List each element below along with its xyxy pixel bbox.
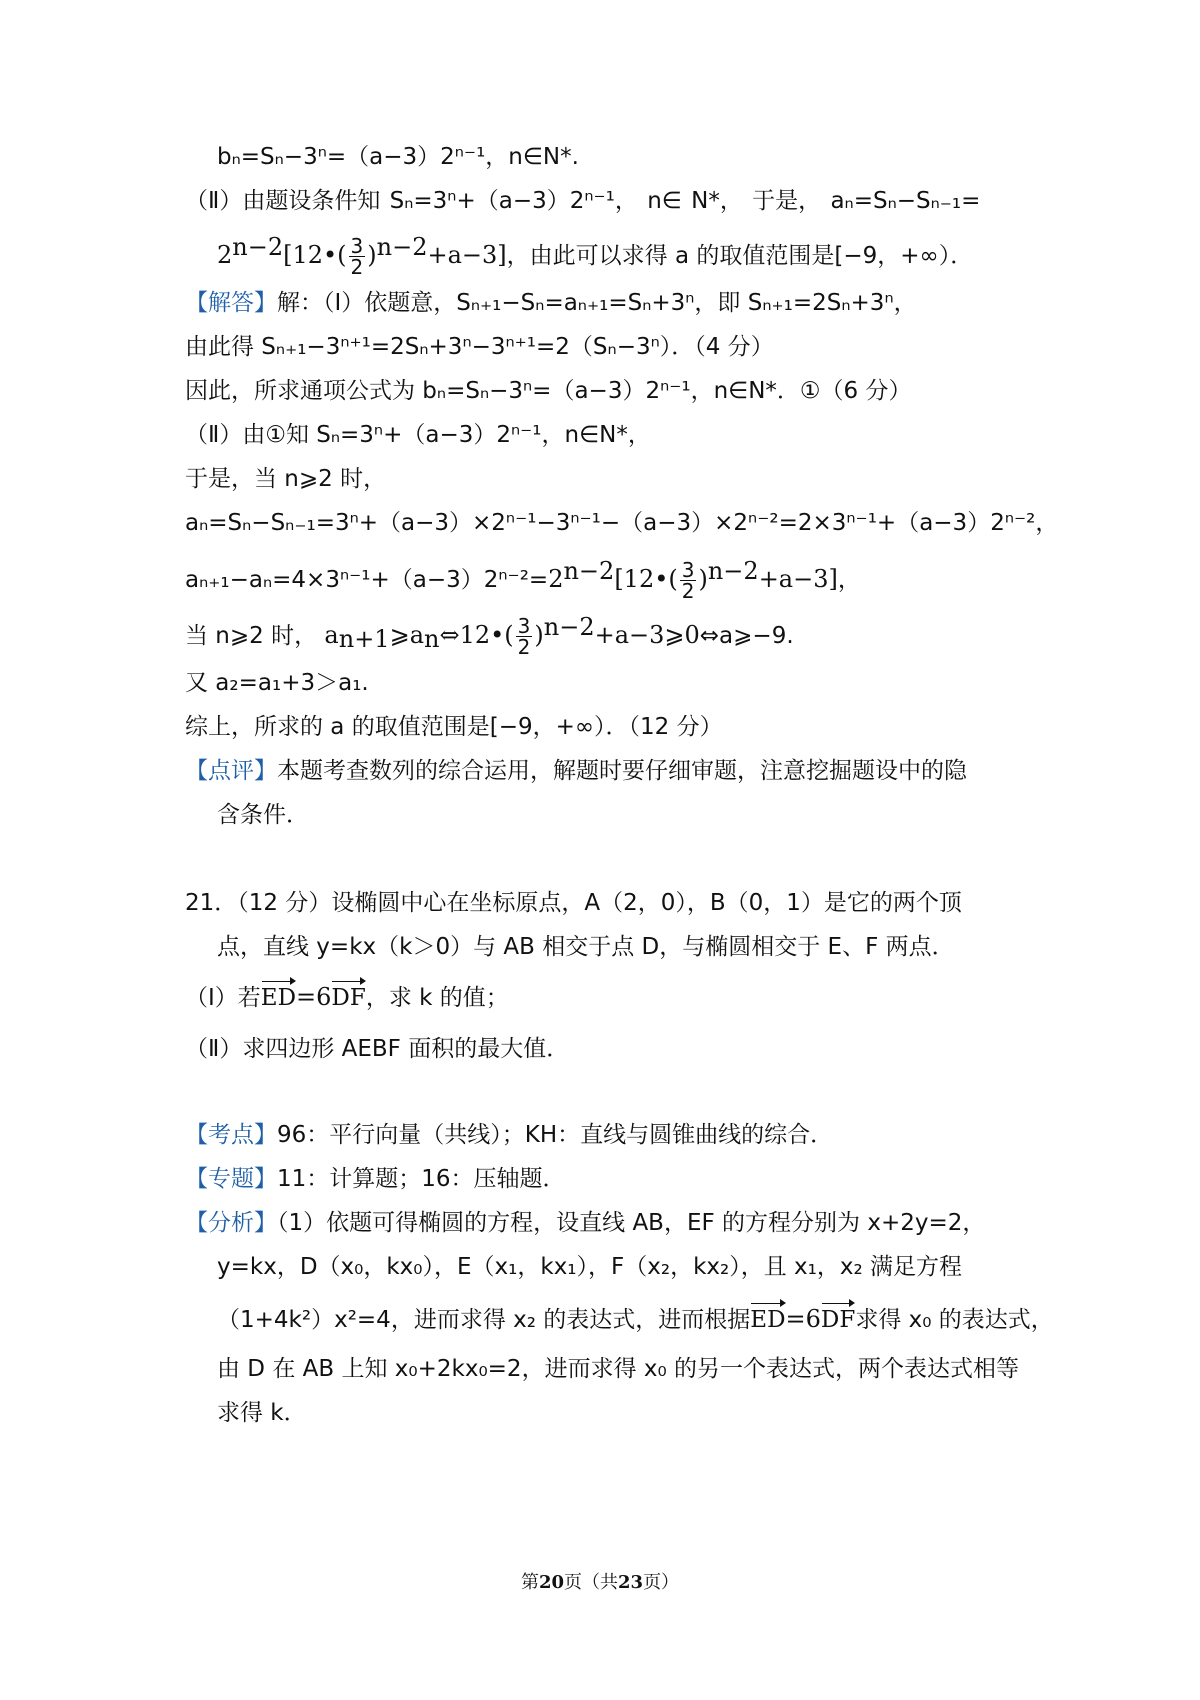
formula-exponent: n−2 [707, 557, 759, 585]
formula-operator: =6 [785, 1305, 821, 1333]
text-line: 又 a₂=a₁+3＞a₁. [185, 670, 369, 696]
text-line: 由 D 在 AB 上知 x₀+2kx₀=2，进而求得 x₀ 的另一个表达式，两个表达式相等 [217, 1356, 1020, 1382]
vector-df: DF [331, 985, 366, 1011]
question-line: 点，直线 y=kx（k＞0）与 AB 相交于点 D，与椭圆相交于 E、F 两点． [217, 934, 955, 960]
formula-bracket: [12•( [614, 565, 678, 593]
fraction [349, 236, 366, 277]
formula-exponent: n−2 [376, 233, 428, 261]
formula-base: 2 [548, 565, 564, 593]
text-line [185, 1208, 985, 1238]
text-span: ，由此可以求得 a 的取值范围是[−9，+∞）． [506, 243, 974, 269]
subject-tag: 【专题】 [185, 1166, 277, 1192]
formula-line: $a_{n+1}-a_n=4\times 3^{n-1}+(a-3)2^{n-2}=2^{n-2}[12•$( $\frac{3}{2}$ )$^{n-2}$+a−3]， [185, 557, 861, 603]
text-line: 综上，所求的 a 的取值范围是[−9，+∞）．（12 分） [185, 714, 723, 740]
answer-tag: 【解答】 [185, 290, 277, 316]
text-line [185, 756, 967, 786]
text-span: 当 n⩾2 时， [185, 623, 318, 649]
text-line: 由此得 Sₙ₊₁−3ⁿ⁺¹=2Sₙ+3ⁿ−3ⁿ⁺¹=2（Sₙ−3ⁿ）．（4 分） [185, 334, 774, 360]
text-line: 求得 k． [217, 1400, 307, 1426]
text-line [217, 1304, 1054, 1335]
formula-bracket: [12•( [283, 241, 347, 269]
text-line: 含条件． [217, 802, 309, 828]
text-span: （Ⅰ）若 [185, 985, 261, 1011]
formula-exponent: n−2 [543, 613, 595, 641]
formula-bracket: +a−3] [758, 565, 838, 593]
fraction [680, 560, 697, 601]
formula-line: 当 n⩾2 时， $a_{n+1}⩾a_n\Leftrightarrow 12•$( $\frac{3}{2}$ )$^{n-2}$+a−3⩾0⇔a⩾−9. [185, 613, 794, 659]
fraction-denominator: 2 [681, 579, 695, 603]
text-line: bₙ=Sₙ−3ⁿ=（a−3）2ⁿ⁻¹，n∈N*. [217, 144, 579, 170]
text-line: （Ⅱ）由①知 Sₙ=3ⁿ+（a−3）2ⁿ⁻¹，n∈N*， [185, 422, 651, 448]
inequality-symbol: ⩾ [389, 621, 410, 649]
text-span: （1+4k²）x²=4，进而求得 x₂ 的表达式，进而根据 [217, 1307, 751, 1333]
text-span: 96：平行向量（共线）；KH：直线与圆锥曲线的综合． [277, 1122, 834, 1148]
page-total: 23 [618, 1572, 644, 1593]
text-span: ，求 k 的值； [365, 985, 509, 1011]
text-span: ， [837, 567, 861, 593]
vector-ed: ED [750, 1307, 786, 1333]
fraction-numerator: 3 [517, 614, 531, 638]
formula-bracket: +a−3⩾0 [594, 621, 700, 649]
text-span: 求得 x₀ 的表达式， [855, 1307, 1054, 1333]
question-line: （Ⅱ）求四边形 AEBF 面积的最大值． [185, 1036, 570, 1062]
review-tag: 【点评】 [185, 758, 277, 784]
text-line: aₙ=Sₙ−Sₙ₋₁=3ⁿ+（a−3）×2ⁿ⁻¹−3ⁿ⁻¹−（a−3）×2ⁿ⁻²=2×3ⁿ⁻¹+（a−3）2ⁿ⁻²， [185, 510, 1059, 536]
formula-bracket: +a−3] [427, 241, 507, 269]
formula-operator: =6 [296, 983, 332, 1011]
text-span: 11：计算题；16：压轴题． [277, 1166, 566, 1192]
analysis-tag: 【分析】 [185, 1210, 277, 1236]
text-line [185, 288, 917, 318]
question-line [185, 982, 509, 1013]
text-span: aₙ₊₁−aₙ=4×3ⁿ⁻¹+（a−3）2ⁿ⁻²= [185, 567, 549, 593]
vector-df: DF [820, 1307, 856, 1333]
page-footer [0, 1568, 1200, 1594]
vector-ed: ED [260, 985, 297, 1011]
text-line: （Ⅱ）由题设条件知 Sₙ=3ⁿ+（a−3）2ⁿ⁻¹， n∈ N*， 于是， aₙ=Sₙ−Sₙ₋₁= [185, 188, 981, 214]
inequality-subscript: n [424, 625, 440, 653]
text-line: 于是，当 n⩾2 时， [185, 466, 387, 492]
fraction-denominator: 2 [517, 635, 531, 659]
footer-suffix: 页） [643, 1572, 680, 1593]
formula-exponent: n−2 [563, 557, 615, 585]
question-line: 21．（12 分）设椭圆中心在坐标原点，A（2，0），B（0，1）是它的两个顶 [185, 890, 962, 916]
inequality-term: a [409, 621, 424, 649]
text-span: 本题考查数列的综合运用，解题时要仔细审题，注意挖掘题设中的隐 [277, 758, 967, 784]
text-span: 解：（Ⅰ）依题意，Sₙ₊₁−Sₙ=aₙ₊₁=Sₙ+3ⁿ，即 Sₙ₊₁=2Sₙ+3ⁿ， [277, 290, 917, 316]
fraction [516, 616, 533, 657]
page-number: 20 [538, 1572, 564, 1593]
formula-bracket: ⇔12•( [439, 621, 514, 649]
formula-base: 2 [217, 241, 233, 269]
text-span: ⇔a⩾−9. [699, 623, 794, 649]
footer-middle: 页（共 [564, 1572, 618, 1593]
fraction-numerator: 3 [350, 234, 364, 258]
fraction-numerator: 3 [681, 558, 695, 582]
fraction-denominator: 2 [350, 255, 364, 279]
text-span: （1）依题可得椭圆的方程，设直线 AB，EF 的方程分别为 x+2y=2， [277, 1210, 986, 1236]
text-line: y=kx，D（x₀，kx₀），E（x₁，kx₁），F（x₂，kx₂），且 x₁，x₂ 满足方程 [217, 1254, 963, 1280]
text-line [185, 1120, 833, 1150]
text-line [185, 1164, 566, 1194]
inequality-term: a [324, 621, 339, 649]
footer-prefix: 第 [520, 1572, 539, 1593]
inequality-subscript: n+1 [338, 625, 390, 653]
formula-exponent: n−2 [232, 233, 284, 261]
text-line: 因此，所求通项公式为 bₙ=Sₙ−3ⁿ=（a−3）2ⁿ⁻¹，n∈N*．①（6 分） [185, 378, 912, 404]
formula-line: $2^{n-2}[12•$( $\frac{3}{2}$ )$^{n-2}$+a−3]，由此可以求得 a 的取值范围是[−9，+∞）． [217, 233, 974, 279]
topic-tag: 【考点】 [185, 1122, 277, 1148]
